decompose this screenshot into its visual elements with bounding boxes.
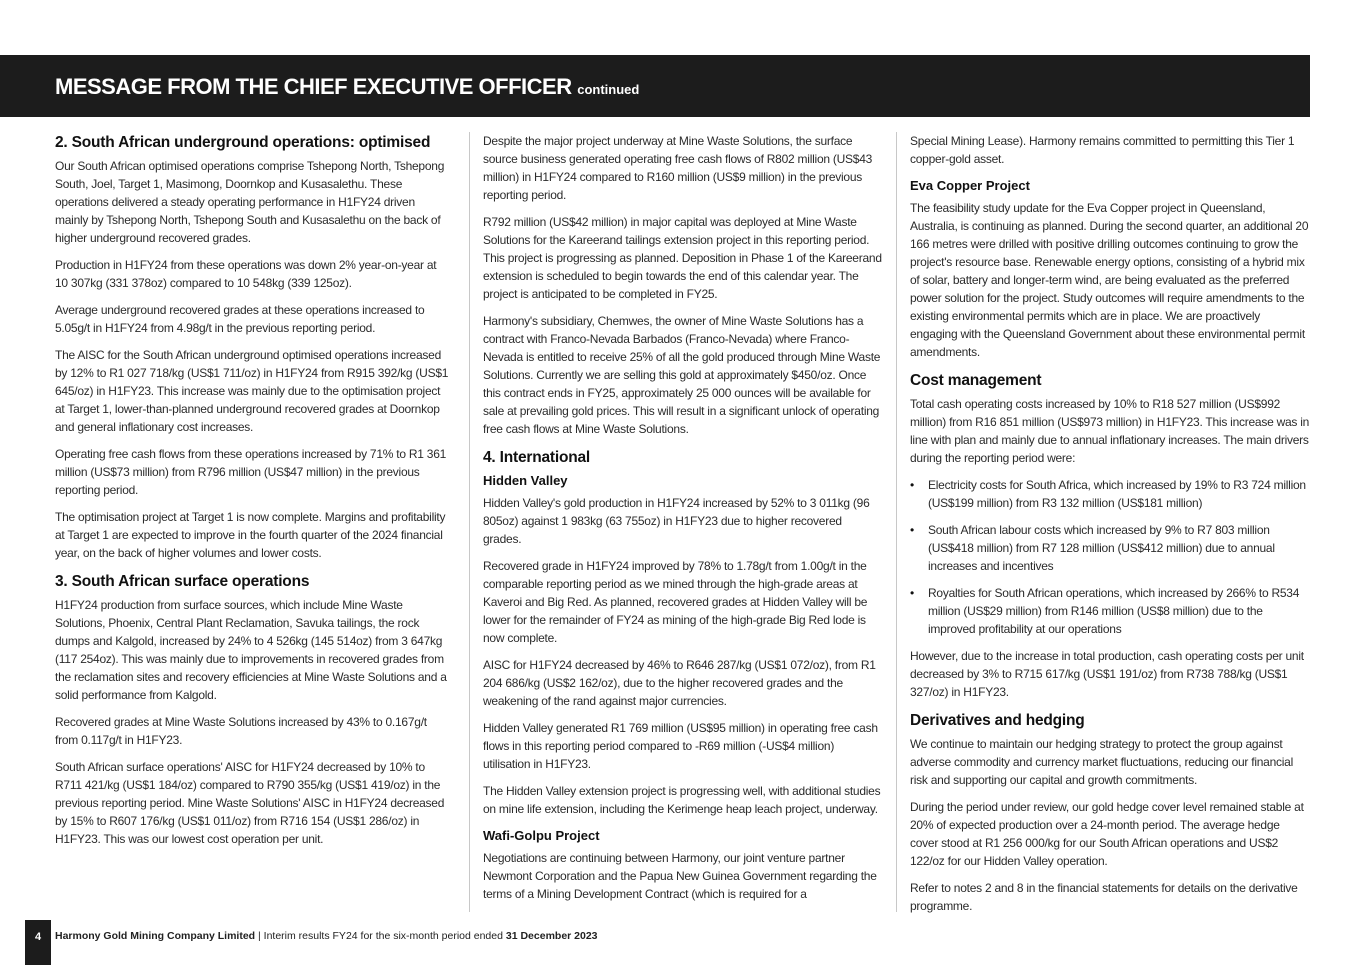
column-2	[483, 132, 883, 912]
page-footer	[25, 920, 1345, 965]
paragraph: The optimisation project at Target 1 is now complete. Margins and profitability at Target 1 are expected to improve in the fourth quarter of the 2024 financial year, on the back of higher volumes and lower costs.	[55, 510, 446, 560]
subsection-heading: Eva Copper Project	[910, 178, 1030, 193]
subsection-heading: Hidden Valley	[483, 473, 568, 488]
section-heading: Cost management	[910, 372, 1042, 389]
section-heading: 3. South African surface operations	[55, 573, 310, 590]
paragraph: AISC for H1FY24 decreased by 46% to R646 287/kg (US$1 072/oz), from R1 204 686/kg (US$2 162/oz), due to the higher recovered grades and the weakening of the rand against major currencies.	[483, 658, 876, 708]
paragraph: Total cash operating costs increased by 10% to R18 527 million (US$992 million) from R16 851 million (US$973 million) in H1FY23. This increase was in line with plan and mainly due to annual inflationary increases. The main drivers during the reporting period were:	[910, 397, 1310, 465]
paragraph: Our South African optimised operations comprise Tshepong North, Tshepong South, Joel, Target 1, Masimong, Doornkop and Kusasalethu. These operations delivered a steady operating performance in H1FY24 driven mainly by Tshepong North, Tshepong South and Kusasalethu on the back of higher underground recovered grades.	[55, 159, 445, 245]
footer-date: 31 December 2023	[505, 930, 598, 942]
column-divider	[896, 132, 897, 912]
section-heading: 4. International	[483, 449, 591, 466]
paragraph: Refer to notes 2 and 8 in the financial statements for details on the derivative programme.	[910, 881, 1298, 913]
list-item: • South African labour costs which increased by 9% to R7 803 million (US$418 million) from R7 128 million (US$412 million) due to annual increases and incentives	[910, 521, 1310, 575]
list-item: • Royalties for South African operations, which increased by 266% to R534 million (US$29 million) from R146 million (US$8 million) due to the improved profitability at our operations	[910, 584, 1310, 638]
paragraph: Operating free cash flows from these operations increased by 71% to R1 361 million (US$73 million) from R796 million (US$47 million) in the previous reporting period.	[55, 447, 447, 497]
paragraph: Recovered grade in H1FY24 improved by 78% to 1.78g/t from 1.00g/t in the comparable reporting period as we mined through the high-grade areas at Kaveroi and Big Red. As planned, recovered grades at Hidden Valley will be lower for the remainder of FY24 as mining of the high-grade Big Red lode is now complete.	[483, 559, 868, 645]
column-3	[910, 132, 1310, 924]
footer-separator: |	[258, 930, 261, 942]
paragraph: During the period under review, our gold hedge cover level remained stable at 20% of expected production over a 24-month period. The average hedge cover stood at R1 256 000/kg for our South African operations and US$2 122/oz for our Hidden Valley operation.	[910, 800, 1304, 868]
header-banner	[0, 55, 1310, 117]
page-title	[55, 74, 639, 100]
paragraph: Special Mining Lease). Harmony remains committed to permitting this Tier 1 copper-gold asset.	[910, 134, 1295, 166]
paragraph: However, due to the increase in total production, cash operating costs per unit decreased by 3% to R715 617/kg (US$1 191/oz) from R738 788/kg (US$1 327/oz) in H1FY23.	[910, 649, 1304, 699]
cost-drivers-list	[910, 476, 1310, 638]
paragraph: Recovered grades at Mine Waste Solutions increased by 43% to 0.167g/t from 0.117g/t in H1FY23.	[55, 715, 427, 747]
column-1	[55, 132, 450, 857]
paragraph: Despite the major project underway at Mine Waste Solutions, the surface source business generated operating free cash flows of R802 million (US$43 million) in H1FY24 compared to R160 million (US$9 million) in the previous reporting period.	[483, 134, 873, 202]
footer-text	[55, 930, 598, 942]
column-divider	[469, 132, 470, 912]
paragraph: We continue to maintain our hedging strategy to protect the group against adverse commodity and currency market fluctuations, reducing our financial risk and supporting our capital and growth commitments.	[910, 737, 1294, 787]
paragraph: The Hidden Valley extension project is progressing well, with additional studies on mine life extension, including the Kerimenge heap leach project, underway.	[483, 784, 881, 816]
page-title-continued: continued	[577, 82, 640, 97]
paragraph: Hidden Valley's gold production in H1FY24 increased by 52% to 3 011kg (96 805oz) against 1 983kg (63 755oz) in H1FY23 due to higher recovered grades.	[483, 496, 870, 546]
footer-company: Harmony Gold Mining Company Limited	[55, 930, 256, 942]
footer-description: Interim results FY24 for the six-month period ended	[263, 930, 503, 942]
paragraph: Harmony's subsidiary, Chemwes, the owner of Mine Waste Solutions has a contract with Franco-Nevada Barbados (Franco-Nevada) where Franco-Nevada is entitled to receive 25% of all the gold produced through Mine Waste Solutions. Currently we are selling this gold at approximately $450/oz. Once this contract ends in FY25, approximately 25 000 ounces will be available for sale at prevailing gold prices. This will result in a significant unlock of operating free cash flows at Mine Waste Solutions.	[483, 314, 881, 436]
section-heading: Derivatives and hedging	[910, 712, 1085, 729]
page-title-text: MESSAGE FROM THE CHIEF EXECUTIVE OFFICER	[55, 74, 572, 99]
paragraph: Hidden Valley generated R1 769 million (US$95 million) in operating free cash flows in this reporting period compared to -R69 million (-US$4 million) utilisation in H1FY23.	[483, 721, 878, 771]
list-item: • Electricity costs for South Africa, which increased by 19% to R3 724 million (US$199 million) from R3 132 million (US$181 million)	[910, 476, 1310, 512]
paragraph: H1FY24 production from surface sources, which include Mine Waste Solutions, Phoenix, Central Plant Reclamation, Savuka tailings, the rock dumps and Kalgold, increased by 24% to 4 526kg (145 514oz) from 3 647kg (117 254oz). This was mainly due to improvements in recovered grades from the reclamation sites and recovery efficiencies at Mine Waste Solutions and a solid performance from Kalgold.	[55, 598, 447, 702]
paragraph: Negotiations are continuing between Harmony, our joint venture partner Newmont Corporation and the Papua New Guinea Government regarding the terms of a Mining Development Contract (which is required for a	[483, 851, 877, 901]
subsection-heading: Wafi-Golpu Project	[483, 828, 600, 843]
paragraph: The AISC for the South African underground optimised operations increased by 12% to R1 027 718/kg (US$1 711/oz) in H1FY24 from R915 392/kg (US$1 645/oz) in H1FY23. This increase was mainly due to the optimisation project at Target 1, lower-than-planned underground recovered grades at Doornkop and general inflationary cost increases.	[55, 348, 449, 434]
paragraph: Average underground recovered grades at these operations increased to 5.05g/t in H1FY24 from 4.98g/t in the previous reporting period.	[55, 303, 425, 335]
paragraph: The feasibility study update for the Eva Copper project in Queensland, Australia, is continuing as planned. During the second quarter, an additional 20 166 metres were drilled with positive drilling outcomes continuing to grow the project's resource base. Renewable energy options, consisting of a hybrid mix of solar, battery and longer-term wind, are being evaluated as the preferred power solution for the project. Study outcomes will require amendments to the existing environmental permits which are in place. We are proactively engaging with the Queensland Government about these environmental permit amendments.	[910, 201, 1309, 359]
page-number: 4	[25, 920, 51, 965]
section-heading: 2. South African underground operations: optimised	[55, 134, 431, 151]
paragraph: South African surface operations' AISC for H1FY24 decreased by 10% to R711 421/kg (US$1 184/oz) compared to R790 355/kg (US$1 419/oz) in the previous reporting period. Mine Waste Solutions' AISC in H1FY24 decreased by 15% to R607 176/kg (US$1 011/oz) from R716 154 (US$1 286/oz) in H1FY23. This was our lowest cost operation per unit.	[55, 760, 445, 846]
paragraph: Production in H1FY24 from these operations was down 2% year-on-year at 10 307kg (331 378oz) compared to 10 548kg (339 125oz).	[55, 258, 437, 290]
paragraph: R792 million (US$42 million) in major capital was deployed at Mine Waste Solutions for the Kareerand tailings extension project in this reporting period. This project is progressing as planned. Deposition in Phase 1 of the Kareerand extension is scheduled to begin towards the end of this calendar year. The project is anticipated to be completed in FY25.	[483, 215, 882, 301]
